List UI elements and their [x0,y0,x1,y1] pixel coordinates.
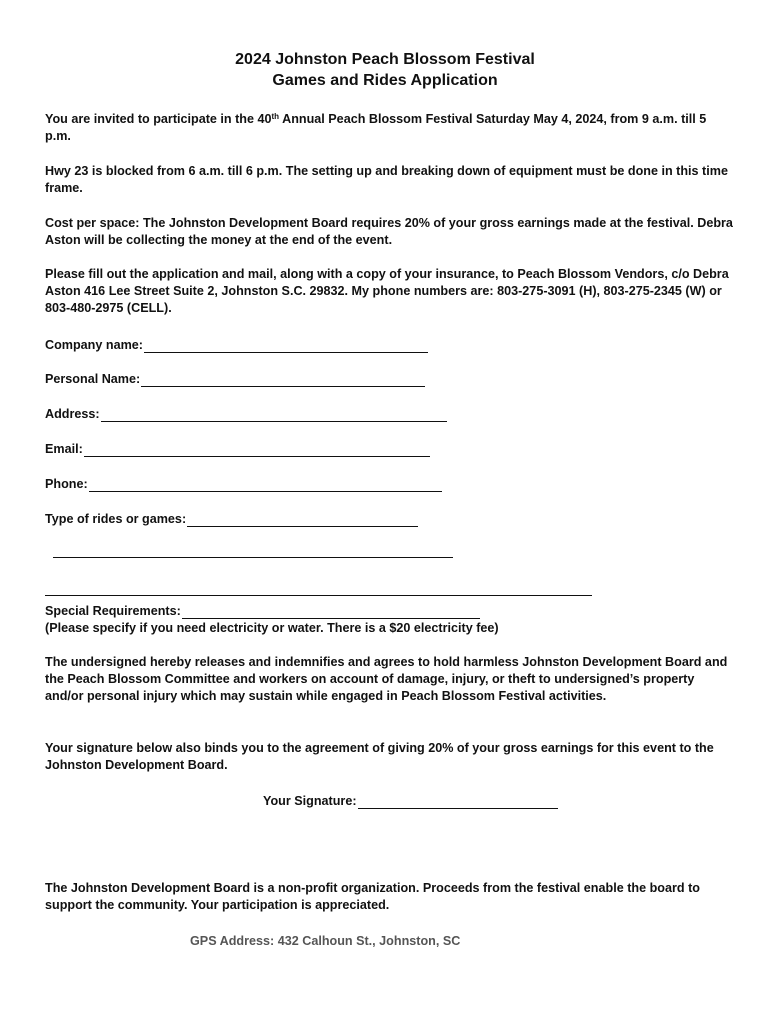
email-label: Email: [45,442,83,456]
signature-line[interactable] [358,796,558,809]
cost-paragraph: Cost per space: The Johnston Development Board requires 20% of your gross earnings made at the festival. Debra Aston will be collecting the money at the end of the event. [45,216,733,247]
personal-name-field[interactable] [45,371,425,387]
phone-field[interactable] [45,476,442,492]
rides-extra-line-1[interactable] [53,557,453,558]
ordinal-superscript: th [271,112,280,121]
address-field[interactable] [45,406,447,422]
intro-text-end: Annual Peach Blossom Festival Saturday May 4, 2024, from 9 a.m. till 5 p.m. [45,112,707,143]
personal-name-label: Personal Name: [45,372,141,386]
special-requirements-note: (Please specify if you need electricity or water. There is a $20 electricity fee) [45,621,499,635]
signature-label: Your Signature: [263,794,357,808]
intro-paragraph [45,111,735,145]
address-label: Address: [45,407,100,421]
intro-text-start: You are invited to participate in the 40 [45,112,272,126]
email-line[interactable] [84,444,430,457]
binding-paragraph: Your signature below also binds you to the agreement of giving 20% of your gross earnings for this event to the Johnston Development Board. [45,741,714,772]
form-subtitle: Games and Rides Application [272,72,498,89]
company-name-label: Company name: [45,338,143,352]
phone-label: Phone: [45,477,88,491]
mailing-paragraph: Please fill out the application and mail, along with a copy of your insurance, to Peach Blossom Vendors, c/o Debra Aston 416 Lee Street Suite 2, Johnston S.C. 29832. My phone numbers are: 803-275-3091 (H), 803-275-2345 (W) or 803-480-2975 (CELL). [45,267,729,315]
road-closure-paragraph: Hwy 23 is blocked from 6 a.m. till 6 p.m. The setting up and breaking down of equipment must be done in this time frame. [45,164,728,195]
rides-extra-line-2[interactable] [45,595,592,596]
release-paragraph: The undersigned hereby releases and indemnifies and agrees to hold harmless Johnston Development Board and the Peach Blossom Committee and workers on account of damage, injury, or theft to undersigned’s property and/or personal injury which may sustain while engaged in Peach Blossom Festival activities. [45,655,728,703]
special-requirements-line[interactable] [182,606,480,619]
address-line[interactable] [101,409,447,422]
rides-games-label: Type of rides or games: [45,512,187,526]
phone-line[interactable] [89,479,442,492]
nonprofit-paragraph: The Johnston Development Board is a non-profit organization. Proceeds from the festival enable the board to support the community. Your participation is appreciated. [45,881,700,912]
form-title: 2024 Johnston Peach Blossom Festival [235,51,535,68]
company-name-field[interactable] [45,337,428,353]
company-name-line[interactable] [144,340,428,353]
signature-field[interactable] [263,793,558,809]
special-requirements-label: Special Requirements: [45,604,181,618]
gps-address: GPS Address: 432 Calhoun St., Johnston, SC [190,934,461,948]
rides-games-field[interactable] [45,511,418,527]
email-field[interactable] [45,441,430,457]
personal-name-line[interactable] [141,374,425,387]
special-requirements-field[interactable] [45,603,480,619]
rides-games-line[interactable] [187,514,418,527]
